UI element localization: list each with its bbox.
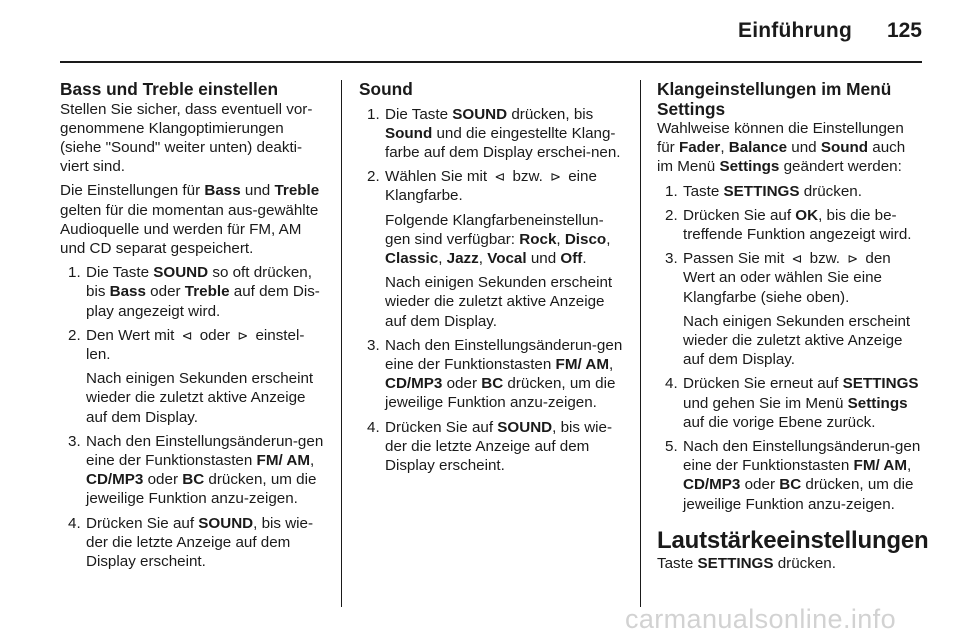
section-heading-settings: Klangeinstellungen im Menü Settings (657, 79, 892, 119)
key-sound: SOUND (452, 105, 508, 123)
text: Passen Sie mit (683, 250, 789, 268)
term-balance: Balance (728, 139, 788, 157)
text: auf dem Dis-play angezeigt wird. (86, 283, 320, 320)
text: . (582, 249, 587, 267)
key-fm-am: FM/ AM (256, 451, 310, 469)
step-4 (60, 514, 324, 572)
text: so oft drücken, bis (86, 264, 312, 301)
text: oder (195, 326, 235, 344)
step-3 (359, 336, 626, 413)
text: Drücken Sie auf (683, 206, 796, 224)
step-1 (657, 182, 923, 201)
text: , (906, 457, 912, 475)
step-number: 2. (68, 326, 81, 344)
step-note (385, 211, 626, 269)
text: eine Klangfarbe. (385, 168, 597, 205)
text: Den Wert mit (86, 326, 179, 344)
step-number: 3. (68, 432, 81, 450)
term-sound: Sound (820, 139, 869, 157)
text: bzw. (805, 250, 845, 268)
text: drücken. (773, 555, 836, 573)
term-rock: Rock (519, 230, 557, 248)
text: , bis wie-der die letzte Anzeige auf dem Display erscheint. (385, 418, 613, 474)
page-title: Einführung (738, 19, 852, 42)
arrow-left-icon: ⊲ (181, 327, 193, 343)
text: Nach den Einstellungsänderun-gen eine der Funktionstasten (683, 438, 921, 475)
key-cd-mp3: CD/MP3 (86, 471, 144, 489)
arrow-left-icon: ⊲ (791, 251, 803, 267)
text: oder (442, 375, 482, 393)
text: drücken, um die jeweilige Funktion anzu-zeigen. (683, 476, 914, 513)
text: , bis die be-treffende Funktion angezeigt wird. (683, 206, 912, 244)
step-note: Nach einigen Sekunden erscheint wieder die zuletzt aktive Anzeige auf dem Display. (683, 312, 911, 369)
step-4 (359, 418, 626, 476)
text: und (787, 139, 821, 157)
text: Nach den Einstellungsänderun-gen eine der Funktionstasten (86, 432, 324, 469)
step-1 (359, 105, 626, 163)
term-off: Off (560, 249, 583, 267)
text: , (309, 451, 315, 469)
text: Nach den Einstellungsänderun-gen eine der Funktionstasten (385, 336, 623, 373)
step-number: 4. (68, 514, 81, 532)
term-jazz: Jazz (446, 249, 479, 267)
text: , (606, 230, 611, 248)
step-number: 4. (367, 418, 380, 436)
step-1 (60, 263, 324, 321)
key-settings: SETTINGS (723, 182, 800, 200)
text: Wählen Sie mit (385, 168, 492, 186)
term-treble: Treble (274, 182, 320, 200)
text: drücken, bis (507, 105, 594, 123)
term-bass: Bass (109, 283, 146, 301)
paragraph-volume (657, 554, 923, 573)
text: und gehen Sie im Menü (683, 394, 848, 412)
key-sound: SOUND (153, 264, 209, 282)
step-5 (657, 437, 923, 514)
text: , bis wie-der die letzte Anzeige auf dem Display erscheint. (86, 514, 314, 570)
steps-list (359, 105, 626, 476)
key-fm-am: FM/ AM (555, 355, 609, 373)
step-number: 2. (665, 206, 678, 224)
step-number: 1. (665, 182, 678, 200)
step-2 (359, 167, 626, 331)
text: Drücken Sie erneut auf (683, 375, 843, 393)
section-heading-volume: Lautstärkeeinstellungen (657, 526, 929, 554)
text: Die Einstellungen für (60, 182, 205, 200)
header-divider (60, 61, 922, 63)
key-settings: SETTINGS (697, 555, 774, 573)
text: Wahlweise können die Einstellungen für (657, 120, 904, 157)
text: und die eingestellte Klang-farbe auf dem Display erschei-nen. (385, 124, 621, 161)
term-bass: Bass (204, 182, 241, 200)
step-number: 3. (665, 250, 678, 268)
key-bc: BC (182, 471, 205, 489)
text: auf die vorige Ebene zurück. (683, 413, 876, 431)
step-note: Nach einigen Sekunden erscheint wieder die zuletzt aktive Anzeige auf dem Display. (385, 274, 613, 330)
step-number: 3. (367, 336, 380, 354)
text: , (556, 230, 565, 248)
arrow-right-icon: ⊳ (237, 327, 249, 343)
term-vocal: Vocal (487, 249, 527, 267)
step-2 (657, 206, 923, 244)
step-4 (657, 374, 923, 432)
arrow-right-icon: ⊳ (847, 251, 859, 267)
step-2 (60, 326, 324, 427)
column-settings (657, 79, 929, 578)
arrow-right-icon: ⊳ (550, 169, 562, 185)
text: drücken, um die jeweilige Funktion anzu-zeigen. (86, 471, 317, 508)
text: geändert werden: (779, 158, 902, 176)
step-number: 5. (665, 438, 678, 456)
text: Die Taste (385, 105, 453, 123)
term-sound: Sound (385, 124, 433, 142)
text: , (438, 249, 447, 267)
step-3 (60, 432, 324, 509)
key-settings: SETTINGS (842, 375, 919, 393)
text: Die Taste (86, 264, 154, 282)
key-fm-am: FM/ AM (853, 457, 907, 475)
text: und (526, 249, 561, 267)
term-classic: Classic (385, 249, 439, 267)
column-divider (640, 80, 641, 607)
text: Taste (683, 182, 724, 200)
term-treble: Treble (184, 283, 230, 301)
step-number: 1. (367, 105, 380, 123)
column-sound (359, 80, 626, 480)
step-note: Nach einigen Sekunden erscheint wieder die zuletzt aktive Anzeige auf dem Display. (86, 370, 314, 426)
text: auch im Menü (657, 139, 906, 176)
paragraph-intro: Stellen Sie sicher, dass eventuell vor-genommene Klangoptimierungen (siehe "Sound" weiter unten) deakti-viert sind. (60, 100, 313, 176)
column-divider (341, 80, 342, 607)
term-settings: Settings (847, 394, 908, 412)
text: , (478, 249, 488, 267)
key-ok: OK (795, 206, 819, 224)
term-fader: Fader (678, 139, 721, 157)
text: oder (143, 471, 183, 489)
step-number: 4. (665, 375, 678, 393)
steps-list (60, 263, 324, 571)
paragraph-settings (60, 181, 324, 258)
text: Taste (657, 555, 698, 573)
text: , (608, 355, 614, 373)
section-heading-bass-treble: Bass und Treble einstellen (60, 79, 279, 99)
column-bass-treble (60, 80, 324, 576)
text: den Wert an oder wählen Sie eine Klangfarbe (siehe oben). (683, 250, 891, 306)
step-number: 1. (68, 264, 81, 282)
arrow-left-icon: ⊲ (494, 169, 506, 185)
key-cd-mp3: CD/MP3 (385, 375, 443, 393)
key-sound: SOUND (497, 418, 553, 436)
watermark: carmanualsonline.info (624, 604, 896, 634)
term-settings: Settings (719, 158, 780, 176)
paragraph-settings-intro (657, 119, 923, 177)
text: drücken. (799, 182, 862, 200)
text: oder (145, 283, 185, 301)
page-number: 125 (886, 19, 922, 42)
text: einstel-len. (86, 326, 305, 363)
text: Drücken Sie auf (86, 514, 199, 532)
key-sound: SOUND (198, 514, 254, 532)
text: , (720, 139, 729, 157)
key-bc: BC (779, 476, 802, 494)
text: oder (740, 476, 780, 494)
text: bzw. (508, 168, 548, 186)
text: Folgende Klangfarbeneinstellun-gen sind verfügbar: (385, 211, 604, 248)
step-3 (657, 249, 923, 369)
step-number: 2. (367, 168, 380, 186)
key-bc: BC (481, 375, 504, 393)
key-cd-mp3: CD/MP3 (683, 476, 741, 494)
text: drücken, um die jeweilige Funktion anzu-zeigen. (385, 375, 616, 412)
text: gelten für die momentan aus-gewählte Audioquelle und werden für FM, AM und CD separat gespeichert. (60, 201, 319, 257)
section-heading-sound: Sound (359, 79, 413, 99)
steps-list (657, 182, 923, 514)
text: und (240, 182, 275, 200)
text: Drücken Sie auf (385, 418, 498, 436)
page-header (0, 0, 960, 62)
term-disco: Disco (564, 230, 607, 248)
